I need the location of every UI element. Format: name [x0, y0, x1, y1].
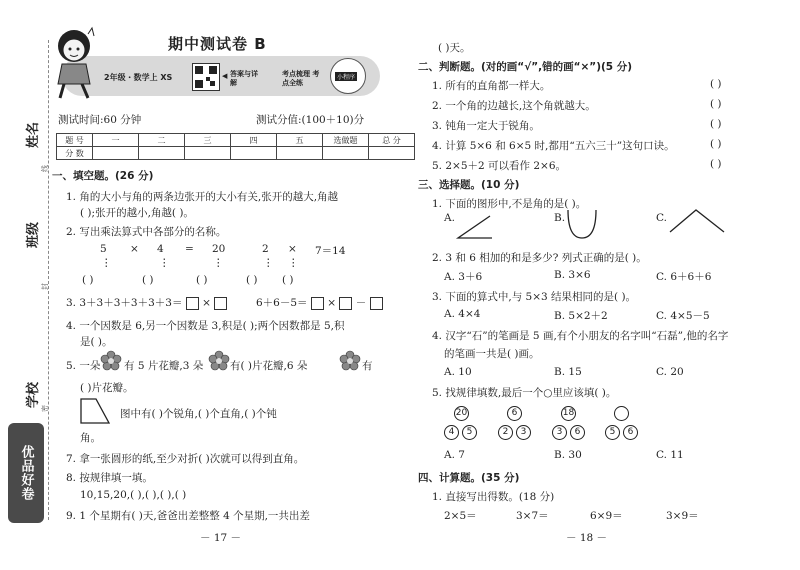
judge-5: 5. 2×5＋2 可以看作 2×6。 [432, 160, 567, 172]
pattern-circle-top: 6 [507, 406, 522, 421]
choice-4a: 4. 汉字“石”的笔画是 5 画,有个小朋友的名字叫“石磊”,他的名字 [432, 330, 729, 342]
question-3b [256, 295, 383, 310]
answer-box[interactable] [214, 297, 227, 310]
trapezoid-figure [78, 396, 112, 426]
score-cell[interactable] [231, 147, 277, 160]
pattern-circle-bottom: 3 [552, 425, 567, 440]
option-c[interactable]: C. 4×5－5 [656, 310, 710, 322]
q5a-4: 有 [362, 360, 373, 372]
question-7: 7. 拿一张圆形的纸,至少对折( )次就可以得到直角。 [66, 453, 305, 465]
eq-sign: × [288, 243, 297, 255]
eq-product: 20 [212, 243, 226, 255]
option-a[interactable]: A. 3＋6 [444, 271, 483, 283]
question-9: 9. 1 个星期有( )天,爸爸出差整整 4 个星期,一共出差 [66, 510, 310, 522]
table-cell: 总 分 [369, 134, 415, 147]
answer-blank[interactable]: ( ) [196, 274, 208, 286]
question-4a: 4. 一个因数是 6,另一个因数是 3,积是( );两个因数都是 5,积 [66, 320, 345, 332]
option-b[interactable]: B. 3×6 [554, 269, 591, 281]
option-c[interactable]: C. [656, 212, 667, 224]
question-6a: 图中有( )个锐角,( )个直角,( )个钝 [120, 408, 277, 420]
eq-factor: 2 [262, 243, 269, 255]
seal-mark: 封 [41, 283, 49, 290]
score-cell[interactable] [369, 147, 415, 160]
choice-5: 5. 找规律填数,最后一个○里应该填( )。 [432, 387, 617, 399]
question-1b: ( );张开的越小,角越( )。 [80, 207, 194, 219]
pattern-circle-bottom: 3 [516, 425, 531, 440]
name-label: 姓名 [26, 121, 41, 148]
score-cell[interactable] [323, 147, 369, 160]
times-sign: × [327, 297, 337, 309]
dots: ⋮ [159, 257, 170, 269]
calc-item[interactable]: 6×9＝ [590, 510, 623, 522]
secret-mark: 密 [41, 405, 49, 412]
judge-blank[interactable]: ( ) [710, 158, 722, 170]
answer-box[interactable] [311, 297, 324, 310]
pattern-circle-bottom: 4 [444, 425, 459, 440]
page-title: 期中测试卷 B [168, 35, 267, 53]
table-cell: 选做题 [323, 134, 369, 147]
q5a-2: 有 5 片花瓣,3 朵 [124, 360, 204, 372]
table-cell: 一 [93, 134, 139, 147]
option-c[interactable]: C. 6＋6＋6 [656, 271, 712, 283]
option-a[interactable]: A. 7 [444, 449, 465, 461]
judge-4: 4. 计算 5×6 和 6×5 时,都用“五六三十”这句口诀。 [432, 140, 675, 152]
q5a-3: 有( )片花瓣,6 朵 [230, 360, 308, 372]
question-9b: ( )天。 [438, 42, 471, 54]
option-b[interactable]: B. 30 [554, 449, 582, 461]
dots: ⋮ [263, 257, 274, 269]
table-cell: 分 数 [57, 147, 93, 160]
calc-item[interactable]: 2×5＝ [444, 510, 477, 522]
figure-c-angle [668, 206, 726, 234]
eq-sign: × [130, 243, 139, 255]
mascot-girl-icon [48, 22, 100, 102]
pattern-circle-bottom: 5 [462, 425, 477, 440]
flower-icon [208, 350, 230, 372]
calc-1: 1. 直接写出得数。(18 分) [432, 491, 555, 503]
question-8b: 10,15,20,( ),( ),( ),( ) [80, 489, 187, 501]
section-choice-title: 三、选择题。(10 分) [418, 179, 520, 191]
option-a[interactable]: A. [444, 212, 455, 224]
score-cell[interactable] [139, 147, 185, 160]
choice-2: 2. 3 和 6 相加的和是多少? 列式正确的是( )。 [432, 252, 647, 264]
school-label: 学校 [26, 381, 41, 408]
pattern-circle-top: 18 [561, 406, 576, 421]
answer-box[interactable] [370, 297, 383, 310]
eq-rest: 7＝14 [315, 245, 346, 257]
judge-2: 2. 一个角的边越长,这个角就越大。 [432, 100, 596, 112]
page-number-left: － 17 － [200, 532, 242, 544]
flower-icon [339, 350, 361, 372]
section-judge-title: 二、判断题。(对的画“√”,错的画“×”)(5 分) [418, 61, 633, 73]
grade-label: 2年级・数学上 XS [104, 73, 173, 82]
table-cell: 二 [139, 134, 185, 147]
option-b[interactable]: B. [554, 212, 566, 224]
exam-score: 测试分值:(100＋10)分 [256, 114, 365, 126]
eq-factor: 4 [157, 243, 164, 255]
score-cell[interactable] [93, 147, 139, 160]
class-label: 班级 [26, 221, 41, 248]
table-cell: 题 号 [57, 134, 93, 147]
review-label: 考点梳理 考点全练 [282, 70, 320, 87]
choice-4b: 的笔画一共是( )画。 [444, 348, 540, 360]
judge-blank[interactable]: ( ) [710, 78, 722, 90]
answer-blank[interactable]: ( ) [282, 274, 294, 286]
judge-1: 1. 所有的直角都一样大。 [432, 80, 551, 92]
answers-label: 答案与详解 [230, 70, 258, 87]
exam-time: 测试时间:60 分钟 [58, 114, 142, 126]
answer-box[interactable] [339, 297, 352, 310]
eq-sign: = [185, 243, 194, 255]
times-sign: × [202, 297, 211, 309]
choice-3: 3. 下面的算式中,与 5×3 结果相同的是( )。 [432, 291, 637, 303]
question-1a: 1. 角的大小与角的两条边张开的大小有关,张开的越大,角越 [66, 191, 339, 203]
option-b[interactable]: B. 5×2＋2 [554, 310, 608, 322]
dots: ⋮ [288, 257, 299, 269]
table-cell: 五 [277, 134, 323, 147]
question-8: 8. 按规律填一填。 [66, 472, 153, 484]
section-calc-title: 四、计算题。(35 分) [418, 472, 520, 484]
option-c[interactable]: C. 20 [656, 366, 684, 378]
dots: ⋮ [101, 257, 112, 269]
brand-stamp: 优品好卷 [8, 423, 44, 523]
option-a[interactable]: A. 4×4 [444, 308, 481, 320]
question-3a [66, 295, 227, 310]
pattern-circle-answer[interactable] [614, 406, 629, 421]
judge-3: 3. 钝角一定大于锐角。 [432, 120, 540, 132]
figure-b-curve [564, 208, 600, 240]
answer-box[interactable] [186, 297, 199, 310]
page-number-right: － 18 － [566, 532, 608, 544]
pattern-circle-bottom: 6 [570, 425, 585, 440]
calc-item[interactable]: 3×9＝ [666, 510, 699, 522]
pattern-circle-top: 20 [454, 406, 469, 421]
score-table [56, 133, 415, 160]
answer-blank[interactable]: ( ) [142, 274, 154, 286]
q3b-text: 6＋6－5＝ [256, 297, 308, 309]
question-2: 2. 写出乘法算式中各部分的名称。 [66, 226, 227, 238]
choice-1: 1. 下面的图形中,不是角的是( )。 [432, 198, 587, 210]
q3a-text: 3. 3＋3＋3＋3＋3＋3＝ [66, 297, 183, 309]
dots: ⋮ [213, 257, 224, 269]
line-mark: 线 [41, 165, 49, 172]
answer-blank[interactable]: ( ) [246, 274, 258, 286]
binding-line [48, 40, 49, 520]
figure-a-angle [454, 212, 494, 242]
judge-blank[interactable]: ( ) [710, 138, 722, 150]
table-row [57, 134, 415, 147]
table-cell: 四 [231, 134, 277, 147]
qr-code-answers[interactable] [192, 63, 220, 91]
question-4b: 是( )。 [80, 336, 113, 348]
play-icon: ◀ [222, 72, 228, 80]
option-b[interactable]: B. 15 [554, 366, 582, 378]
table-cell: 三 [185, 134, 231, 147]
judge-blank[interactable]: ( ) [710, 118, 722, 130]
score-cell[interactable] [277, 147, 323, 160]
flower-icon [100, 350, 122, 372]
pattern-circle-bottom: 5 [605, 425, 620, 440]
mini-program-code[interactable]: 小程序 [330, 58, 366, 94]
pattern-circle-bottom: 6 [623, 425, 638, 440]
answer-blank[interactable]: ( ) [82, 274, 94, 286]
pattern-circle-bottom: 2 [498, 425, 513, 440]
table-row [57, 147, 415, 160]
question-6b: 角。 [80, 432, 101, 444]
calc-item[interactable]: 3×7＝ [516, 510, 549, 522]
judge-blank[interactable]: ( ) [710, 98, 722, 110]
option-c[interactable]: C. 11 [656, 449, 684, 461]
option-a[interactable]: A. 10 [444, 366, 472, 378]
eq-factor: 5 [100, 243, 107, 255]
section-fill-title: 一、填空题。(26 分) [52, 170, 154, 182]
score-cell[interactable] [185, 147, 231, 160]
question-5b: ( )片花瓣。 [80, 382, 134, 394]
minus-sign: － [355, 297, 367, 309]
q5a-1: 5. 一朵 [66, 360, 101, 372]
